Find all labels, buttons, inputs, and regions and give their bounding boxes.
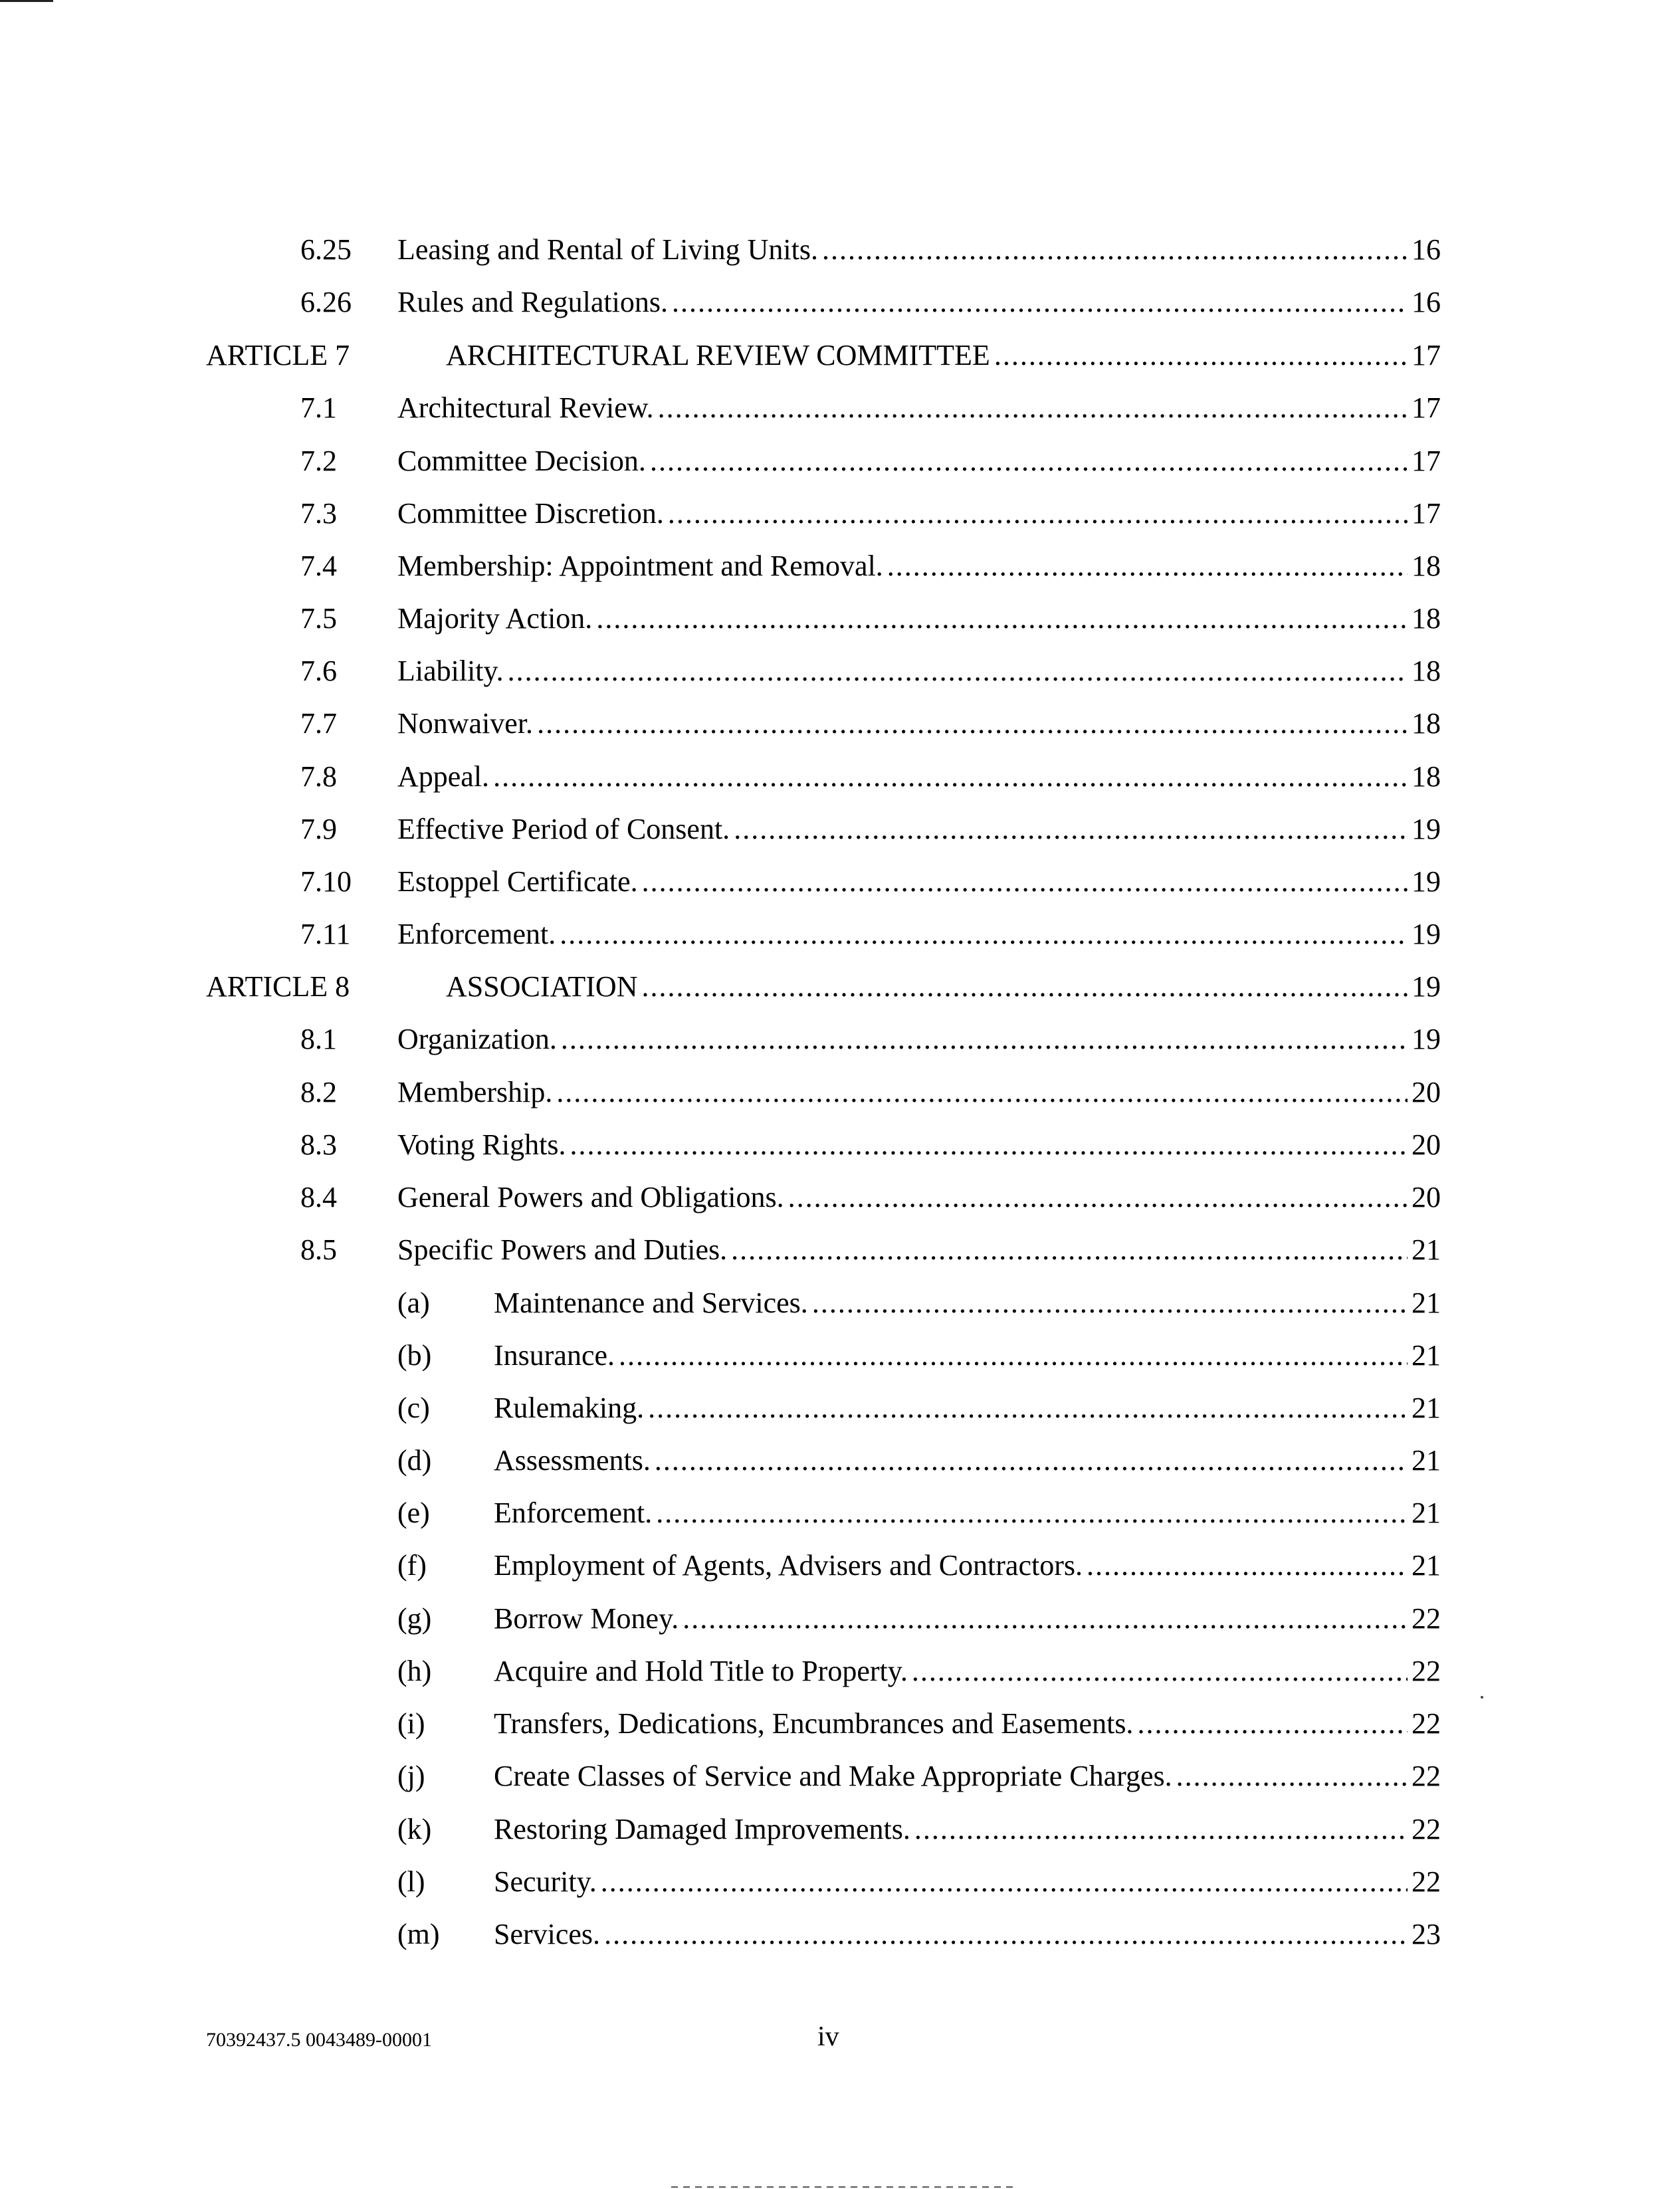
toc-entry: [397, 757, 1441, 797]
toc-page-number: 21: [1412, 1339, 1441, 1372]
toc-section-number: 7.6: [300, 655, 337, 687]
dot-leader: [508, 651, 1408, 691]
toc-page-number: 16: [1412, 233, 1441, 266]
toc-page-number: 21: [1412, 1287, 1441, 1319]
toc-entry-title: Leasing and Rental of Living Units.: [397, 233, 818, 266]
dot-leader: [1087, 1546, 1408, 1586]
toc-page-number: 23: [1412, 1918, 1441, 1950]
toc-entry-title: Acquire and Hold Title to Property.: [494, 1655, 908, 1687]
toc-entry-title: Borrow Money.: [494, 1602, 679, 1635]
toc-row-7-1: [0, 388, 1680, 428]
toc-entry: [397, 230, 1441, 270]
dot-leader: [655, 1441, 1408, 1481]
toc-entry: [397, 1178, 1441, 1217]
dot-leader: [672, 282, 1408, 322]
toc-article-title: ARCHITECTURAL REVIEW COMMITTEE: [446, 339, 990, 371]
toc-page-number: 22: [1412, 1760, 1441, 1792]
toc-entry: [397, 282, 1441, 322]
toc-entry-title: Rulemaking.: [494, 1392, 645, 1424]
toc-section-number: 7.8: [300, 760, 337, 793]
toc-row-8-5-f: [0, 1546, 1680, 1586]
toc-row-8-3: [0, 1125, 1680, 1165]
toc-entry: [397, 546, 1441, 586]
dot-leader: [734, 809, 1408, 849]
dot-leader: [596, 599, 1408, 639]
toc-entry: [397, 1230, 1441, 1270]
dot-leader: [556, 1073, 1408, 1112]
toc-entry-title: Maintenance and Services.: [494, 1287, 808, 1319]
toc-entry: [397, 388, 1441, 428]
toc-section-number: 8.4: [300, 1181, 337, 1213]
toc-entry-title: Liability.: [397, 655, 504, 687]
dot-leader: [650, 441, 1408, 481]
toc-section-number: 7.11: [300, 918, 351, 950]
toc-page-number: 17: [1412, 391, 1441, 424]
toc-row-8-5-b: [0, 1336, 1680, 1376]
toc-page-number: 21: [1412, 1233, 1441, 1266]
toc-entry: [494, 1915, 1441, 1954]
toc-row-8-4: [0, 1178, 1680, 1217]
toc-entry-title: Voting Rights.: [397, 1128, 566, 1161]
dot-leader: [656, 1493, 1408, 1533]
toc-row-6-26: [0, 282, 1680, 322]
toc-row-7-3: [0, 494, 1680, 534]
footer-document-id: 70392437.5 0043489-00001: [206, 2029, 432, 2051]
toc-subsection-letter: (m): [397, 1918, 440, 1950]
toc-page-number: 17: [1412, 339, 1441, 371]
toc-subsection-letter: (f): [397, 1549, 427, 1582]
toc-row-7-7: [0, 704, 1680, 744]
toc-row-8-5-j: [0, 1756, 1680, 1796]
toc-section-number: 6.25: [300, 233, 352, 266]
toc-page-number: 19: [1412, 918, 1441, 950]
dot-leader: [668, 494, 1408, 534]
dot-leader: [570, 1125, 1408, 1165]
toc-page-number: 21: [1412, 1497, 1441, 1529]
dot-leader: [537, 704, 1408, 744]
dot-leader: [658, 388, 1408, 428]
toc-row-6-25: [0, 230, 1680, 270]
toc-entry-title: General Powers and Obligations.: [397, 1181, 784, 1213]
dot-leader: [1137, 1704, 1408, 1744]
toc-entry: [494, 1810, 1441, 1849]
toc-entry: [494, 1756, 1441, 1796]
toc-page-number: 17: [1412, 497, 1441, 530]
toc-section-number: 7.10: [300, 865, 352, 898]
toc-page-number: 19: [1412, 970, 1441, 1003]
toc-row-8-5-l: [0, 1862, 1680, 1902]
toc-entry-title: Committee Decision.: [397, 445, 646, 477]
toc-entry: [397, 809, 1441, 849]
toc-page-number: 18: [1412, 550, 1441, 582]
toc-entry: [397, 862, 1441, 902]
toc-entry-title: Membership: Appointment and Removal.: [397, 550, 883, 582]
toc-entry-title: Create Classes of Service and Make Appropriate Charges.: [494, 1760, 1172, 1792]
toc-subsection-letter: (l): [397, 1865, 425, 1898]
dot-leader: [788, 1178, 1408, 1217]
toc-section-number: 8.3: [300, 1128, 337, 1161]
toc-entry-title: Effective Period of Consent.: [397, 813, 730, 845]
toc-section-number: 6.26: [300, 286, 352, 318]
dot-leader: [1176, 1756, 1408, 1796]
toc-row-article-8: [0, 967, 1680, 1007]
toc-page-number: 21: [1412, 1549, 1441, 1582]
toc-page-number: 22: [1412, 1865, 1441, 1898]
toc-row-8-5: [0, 1230, 1680, 1270]
toc-row-7-11: [0, 914, 1680, 954]
toc-entry-title: Restoring Damaged Improvements.: [494, 1813, 910, 1845]
dot-leader: [887, 546, 1408, 586]
toc-entry-title: Rules and Regulations.: [397, 286, 668, 318]
toc-entry-title: Appeal.: [397, 760, 490, 793]
toc-row-7-6: [0, 651, 1680, 691]
toc-subsection-letter: (k): [397, 1813, 432, 1845]
toc-row-7-9: [0, 809, 1680, 849]
toc-page-number: 20: [1412, 1076, 1441, 1108]
toc-subsection-letter: (h): [397, 1655, 432, 1687]
dot-leader: [619, 1336, 1408, 1376]
toc-entry: [494, 1546, 1441, 1586]
footer-page-number: iv: [817, 2022, 839, 2052]
toc-entry-title: Employment of Agents, Advisers and Contractors.: [494, 1549, 1083, 1582]
toc-article-number: ARTICLE 8: [206, 970, 350, 1003]
toc-row-7-8: [0, 757, 1680, 797]
toc-entry: [494, 1651, 1441, 1691]
toc-entry: [494, 1704, 1441, 1744]
toc-page-number: 22: [1412, 1813, 1441, 1845]
toc-page-number: 19: [1412, 1023, 1441, 1055]
toc-entry-title: Membership.: [397, 1076, 553, 1108]
toc-entry: [494, 1283, 1441, 1323]
scan-speck: [1481, 1696, 1483, 1699]
scan-artifact-bottom: [671, 2186, 1017, 2188]
toc-section-number: 7.9: [300, 813, 337, 845]
toc-entry: [494, 1336, 1441, 1376]
toc-row-8-1: [0, 1019, 1680, 1059]
toc-row-7-10: [0, 862, 1680, 902]
toc-entry-title: Estoppel Certificate.: [397, 865, 638, 898]
dot-leader: [561, 1019, 1408, 1059]
dot-leader: [560, 914, 1408, 954]
toc-subsection-letter: (d): [397, 1444, 432, 1477]
toc-entry-title: Security.: [494, 1865, 597, 1898]
toc-entry: [397, 1019, 1441, 1059]
toc-page-number: 19: [1412, 865, 1441, 898]
toc-entry-title: Architectural Review.: [397, 391, 654, 424]
dot-leader: [641, 967, 1408, 1007]
dot-leader: [493, 757, 1408, 797]
toc-page-number: 16: [1412, 286, 1441, 318]
toc-row-8-5-k: [0, 1810, 1680, 1849]
dot-leader: [642, 862, 1408, 902]
toc-entry: [397, 1073, 1441, 1112]
toc-entry-title: Organization.: [397, 1023, 557, 1055]
toc-entry: [397, 914, 1441, 954]
toc-entry-title: Nonwaiver.: [397, 707, 534, 740]
dot-leader: [994, 336, 1408, 375]
toc-article-number: ARTICLE 7: [206, 339, 350, 371]
toc-row-8-5-e: [0, 1493, 1680, 1533]
toc-section-number: 7.1: [300, 391, 337, 424]
toc-entry: [446, 336, 1441, 375]
toc-row-8-5-i: [0, 1704, 1680, 1744]
toc-row-7-2: [0, 441, 1680, 481]
toc-subsection-letter: (a): [397, 1287, 430, 1319]
toc-page-number: 20: [1412, 1181, 1441, 1213]
toc-section-number: 7.7: [300, 707, 337, 740]
toc-page-number: 18: [1412, 655, 1441, 687]
toc-entry-title: Transfers, Dedications, Encumbrances and Easements.: [494, 1707, 1134, 1740]
toc-page-number: 22: [1412, 1707, 1441, 1740]
toc-row-8-5-d: [0, 1441, 1680, 1481]
toc-page-number: 18: [1412, 602, 1441, 635]
toc-page-number: 19: [1412, 813, 1441, 845]
toc-article-title: ASSOCIATION: [446, 970, 638, 1003]
toc-entry-title: Assessments.: [494, 1444, 651, 1477]
toc-subsection-letter: (e): [397, 1497, 430, 1529]
toc-row-7-5: [0, 599, 1680, 639]
toc-entry: [397, 494, 1441, 534]
dot-leader: [601, 1862, 1408, 1902]
toc-entry: [494, 1441, 1441, 1481]
toc-entry: [397, 1125, 1441, 1165]
toc-section-number: 7.5: [300, 602, 337, 635]
toc-row-8-5-c: [0, 1388, 1680, 1428]
toc-entry: [397, 704, 1441, 744]
toc-entry-title: Enforcement.: [397, 918, 556, 950]
dot-leader: [914, 1810, 1408, 1849]
toc-entry: [494, 1493, 1441, 1533]
toc-entry-title: Enforcement.: [494, 1497, 653, 1529]
dot-leader: [812, 1283, 1408, 1323]
toc-entry-title: Majority Action.: [397, 602, 593, 635]
toc-page-number: 18: [1412, 707, 1441, 740]
toc-page-number: 22: [1412, 1602, 1441, 1635]
toc-page-number: 17: [1412, 445, 1441, 477]
toc-section-number: 7.2: [300, 445, 337, 477]
toc-section-number: 8.1: [300, 1023, 337, 1055]
toc-entry-title: Committee Discretion.: [397, 497, 664, 530]
toc-entry: [397, 599, 1441, 639]
toc-page-number: 18: [1412, 760, 1441, 793]
toc-page-number: 20: [1412, 1128, 1441, 1161]
toc-entry: [446, 967, 1441, 1007]
toc-entry: [494, 1862, 1441, 1902]
toc-row-8-2: [0, 1073, 1680, 1112]
toc-subsection-letter: (i): [397, 1707, 425, 1740]
toc-subsection-letter: (c): [397, 1392, 430, 1424]
toc-row-8-5-a: [0, 1283, 1680, 1323]
toc-entry: [397, 441, 1441, 481]
toc-subsection-letter: (g): [397, 1602, 432, 1635]
toc-section-number: 8.5: [300, 1233, 337, 1266]
toc-section-number: 7.3: [300, 497, 337, 530]
dot-leader: [822, 230, 1408, 270]
dot-leader: [604, 1915, 1408, 1954]
dot-leader: [648, 1388, 1408, 1428]
toc-row-7-4: [0, 546, 1680, 586]
toc-row-8-5-g: [0, 1599, 1680, 1639]
toc-entry-title: Insurance.: [494, 1339, 615, 1372]
toc-entry-title: Specific Powers and Duties.: [397, 1233, 728, 1266]
toc-page-number: 21: [1412, 1444, 1441, 1477]
toc-page-number: 21: [1412, 1392, 1441, 1424]
toc-entry: [397, 651, 1441, 691]
dot-leader: [912, 1651, 1408, 1691]
toc-section-number: 8.2: [300, 1076, 337, 1108]
scan-artifact-top: [0, 0, 53, 2]
toc-entry: [494, 1388, 1441, 1428]
toc-row-article-7: [0, 336, 1680, 375]
toc-page-number: 22: [1412, 1655, 1441, 1687]
dot-leader: [731, 1230, 1408, 1270]
toc-subsection-letter: (j): [397, 1760, 425, 1792]
dot-leader: [682, 1599, 1408, 1639]
toc-row-8-5-h: [0, 1651, 1680, 1691]
toc-entry-title: Services.: [494, 1918, 601, 1950]
toc-row-8-5-m: [0, 1915, 1680, 1954]
toc-section-number: 7.4: [300, 550, 337, 582]
toc-subsection-letter: (b): [397, 1339, 432, 1372]
toc-entry: [494, 1599, 1441, 1639]
